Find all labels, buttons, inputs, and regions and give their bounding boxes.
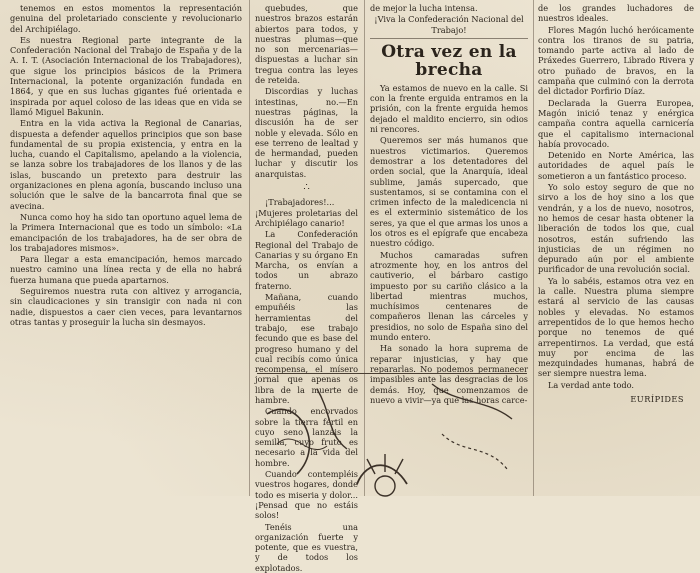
column-rule: [249, 0, 250, 496]
paragraph: Muchos camaradas sufren atrozmente hoy, en los antros del cautiverio, el bárbaro castigo impuesto por su cariño clásico a la libertad mientras muchos, muchísimos centenares de compañeros llenan las cárceles y presidios, no solo de España sino del mundo entero.: [370, 249, 528, 343]
paragraph: Ya lo sabéis, estamos otra vez en la calle. Nuestra pluma siempre estará al servicio de las causas nobles y elevadas. No estamos arrepentidos de lo que hemos hecho porque no tenemos de qué arrepentirnos. La verdad, que está muy por encima de las mezquindades humanas, habrá de ser siempre nuestra lema.: [538, 275, 694, 379]
paragraph: La verdad ante todo.: [548, 379, 635, 390]
paragraph: Ha sonado la hora suprema de reparar injusticias, y hay que repararlas. No podemos permanecer impasibles ante las desgracias de los demás. Hoy, que comenzamos de nuevo a vivir—ya que las horas carce-: [370, 343, 528, 405]
paragraph: ¡Trabajadores!... ¡Mujeres proletarias del Archipiélago canario!: [255, 197, 358, 228]
paragraph: Queremos ser más humanos que nuestros victimarios. Queremos demostrar a los detentadores del orden social, que la Anarquía, ideal sublime, jamás supercado, que sustentamos, si se contamina con el crimen infecto de la maledicencia ni es el exterminio sistemático de los seres, ya que el que armas los unos a los otros es el epígrafe que encabeza nuestro código.: [370, 135, 528, 249]
paragraph: Para llegar a esta emancipación, hemos marcado nuestro camino una línea recta y de ella no habrá fuerza humana que pueda apartarnos.: [10, 254, 242, 285]
illustration-drawing: [257, 374, 527, 497]
column-rule: [533, 0, 534, 496]
column-3a: [262, 3, 362, 371]
paragraph: de mejor la lucha intensa.: [370, 3, 478, 13]
paragraph: Entra en la vida activa la Regional de Canarias, dispuesta a defender aquellos principios que son base fundamental de su propia existencia, y entra en la lucha, cuando el Capitalismo, apelando a la violencia, se lanza sobre los trabajadores de los llanos y de las islas, buscando un pretexto para destruir las organizaciones en plena agonía, buscando incluso una solución que le salve de la bancarrota final que se avecina.: [10, 118, 242, 211]
woodcut-illustration: [257, 373, 527, 497]
paragraph: Ya estamos de nuevo en la calle. Si con la frente erguida entramos en la prisión, con la frente erguida hemos dejado el maldito encierro, sin odios ni rencores.: [370, 82, 528, 135]
paragraph: Discordias y luchas intestinas, no.—En nuestras páginas, la discusión ha de ser noble y elevada. Sólo en ese terreno de lealtad y de hermandad, pueden luchar y discutir los anarquistas.: [255, 86, 358, 179]
paragraph: La Confederación Regional del Trabajo de Canarias y su órgano En Marcha, os envían a todos un abrazo fraterno.: [255, 229, 358, 291]
paragraph: Nunca como hoy ha sido tan oportuno aquel lema de la Primera Internacional que es todo un símbolo: «La emancipación de los trabajadores, ha de ser obra de los trabajadores mismos».: [10, 211, 242, 253]
signature-euripides: EURÍPIDES: [630, 393, 684, 404]
paragraph: quebudes, que nuestros brazos estarán abiertos para todos, y nuestras plumas—que no son mercenarias—dispuestas a luchar sin tregua contra las leyes de reteida.: [255, 3, 358, 86]
paragraph: Flores Magón luchó heróicamente contra los tiranos de su patria, tomando parte activa al lado de Práxedes Guerrero, Librado Rivera y otro puñado de bravos, en la campaña que culminó con la derrota del dictador Porfirio Díaz.: [538, 24, 694, 97]
paragraph: Cuando contempléis vuestros hogares, donde todo es miseria y dolor... ¡Pensad que no estáis solos!: [255, 469, 358, 521]
paragraph: Seguiremos nuestra ruta con altivez y arrogancia, sin claudicaciones y sin transigir con nada ni con nadie, dispuestos a caer cien veces, para levantarnos otras tantas y proseguir la lucha sin desmayos.: [10, 286, 242, 327]
column-4: [538, 3, 694, 496]
article-otra-vez-en-la-brecha: [370, 3, 528, 405]
paragraph: tenemos en estos momentos la representación genuina del proletariado consciente y revolucionario del Archipiélago.: [10, 3, 242, 34]
paragraph: Tenéis una organización fuerte y potente, que es vuestra, y de todos los explotados.: [255, 521, 358, 573]
paragraph: Yo solo estoy seguro de que no sirvo a los de hoy sino a los que vendrán, y a los de nuevo, nosotros, no hemos de cesar hasta obtener la liberación de todos los que, cual nosotros, están sufriendo las injusticias de un régimen no depurado aún por el ambiente purificador de una revolución social.: [538, 182, 694, 275]
paragraph: Cuando encorvados sobre la tierra fértil en cuyo seno lanzáis la semilla, cuyo fruto es necesario a la vida del hombre.: [255, 406, 358, 468]
paragraph: Detenido en Norte América, las autoridades de aquel país le sometieron a un fantástico proceso.: [538, 150, 694, 181]
column-1: [10, 3, 242, 496]
paragraph: Mañana, cuando empuñéis las herramientas del trabajo, ese trabajo fecundo que es base del progreso humano y del cual recibís como única recompensa, el mísero jornal que apenas os libra de la muerte de hambre.: [255, 292, 358, 405]
paragraph: de los grandes luchadores de nuestros ideales.: [538, 3, 694, 24]
divider: [370, 38, 528, 39]
headline: Otra vez en la brecha: [381, 41, 517, 80]
separator-ornament: ∴: [303, 182, 310, 194]
paragraph: Es nuestra Regional parte integrante de la Confederación Nacional del Trabajo de España y de la A. I. T. (Asociación Internacional de los Trabajadores), que sigue los principios básicos de la Primera Internacional, la potente organización fundada en 1864, y que en sus luchas gigantes fué orientada e inspirada por aquel coloso de las ideas que en vida se llamó Miguel Bakunin.: [10, 34, 242, 117]
paragraph: Declarada la Guerra Europea, Magón inició tenaz y enérgica campaña contra aquella carnicería que el capitalismo internacional había provocado.: [538, 97, 694, 149]
paragraph: ¡Viva la Confederación Nacional del Trabajo!: [374, 14, 524, 35]
